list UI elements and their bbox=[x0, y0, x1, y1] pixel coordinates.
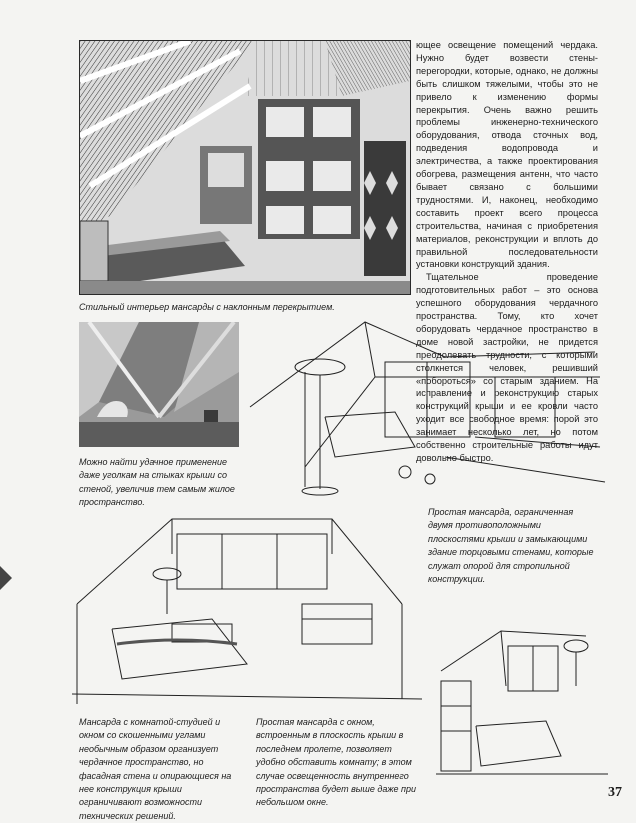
small-attic-sketch bbox=[436, 626, 608, 778]
photo-corner-caption: Можно найти удачное применение даже уголкам на стыках крыши со стеной, увеличив тем самым жилое пространство. bbox=[79, 457, 235, 508]
body-paragraph: Тщательное проведение подготовительных работ – это основа успешного оборудования чердачного пространства. Тому, кто хочет оборудовать чердачное пространство в доме новой застройки, не придется преодолевать трудности, с которыми столкнется человек, решивший «побороться» со старым зданием. На исправление и реконструкцию старых конструкций крыши и ее кровли часто уходит все свободное время: порой это занимает несколько лет, но потом собственно строительные работы идут довольно быстро. bbox=[416, 272, 598, 463]
page-edge-marker bbox=[0, 566, 12, 590]
attic-corner-photo bbox=[79, 322, 239, 447]
attic-interior-engraving bbox=[79, 40, 411, 295]
body-paragraph: ющее освещение помещений чердака. Нужно будет возвести стены-перегородки, которые, однако, не должны быть слишком тяжелыми, чтобы это не привело к изменению формы перекрытия. Очень важно решить проблемы инженерно-технического оборудования, отвода сточных вод, подведения водопровода и электричества, а также проектирования обогрева, размещения антенн, что часто бывает связано с большими трудностями. И, наконец, необходимо составить проект всего процесса строительства, начиная с приобретения материалов, реконструкции и вплоть до правильной последовательности установки конструкций здания. bbox=[416, 40, 598, 270]
main-interior-caption: Стильный интерьер мансарды с наклонным перекрытием. bbox=[79, 302, 335, 312]
simple-attic-caption: Простая мансарда, ограниченная двумя противоположными плоскостями крыши и замыкающими здание торцовыми стенами, которые служат опорой для стропильной конструкции. bbox=[428, 507, 594, 585]
page-number: 37 bbox=[608, 785, 622, 800]
studio-attic-sketch bbox=[72, 494, 422, 709]
simple-attic-sketch bbox=[245, 317, 608, 499]
window-attic-caption: Простая мансарда с окном, встроенным в плоскость крыши в последнем пролете, позволяет удобно обставить комнату; в этом случае освещенность внутреннего пространства будет выше даже при небольшом окне. bbox=[256, 717, 417, 808]
studio-attic-caption: Мансарда с комнатой-студией и окном со скошенными углами необычным образом организует чердачное пространство, но фасадная стена и опирающиеся на нее конструкция крыши ограничивают возможности технических решений. bbox=[79, 717, 232, 821]
